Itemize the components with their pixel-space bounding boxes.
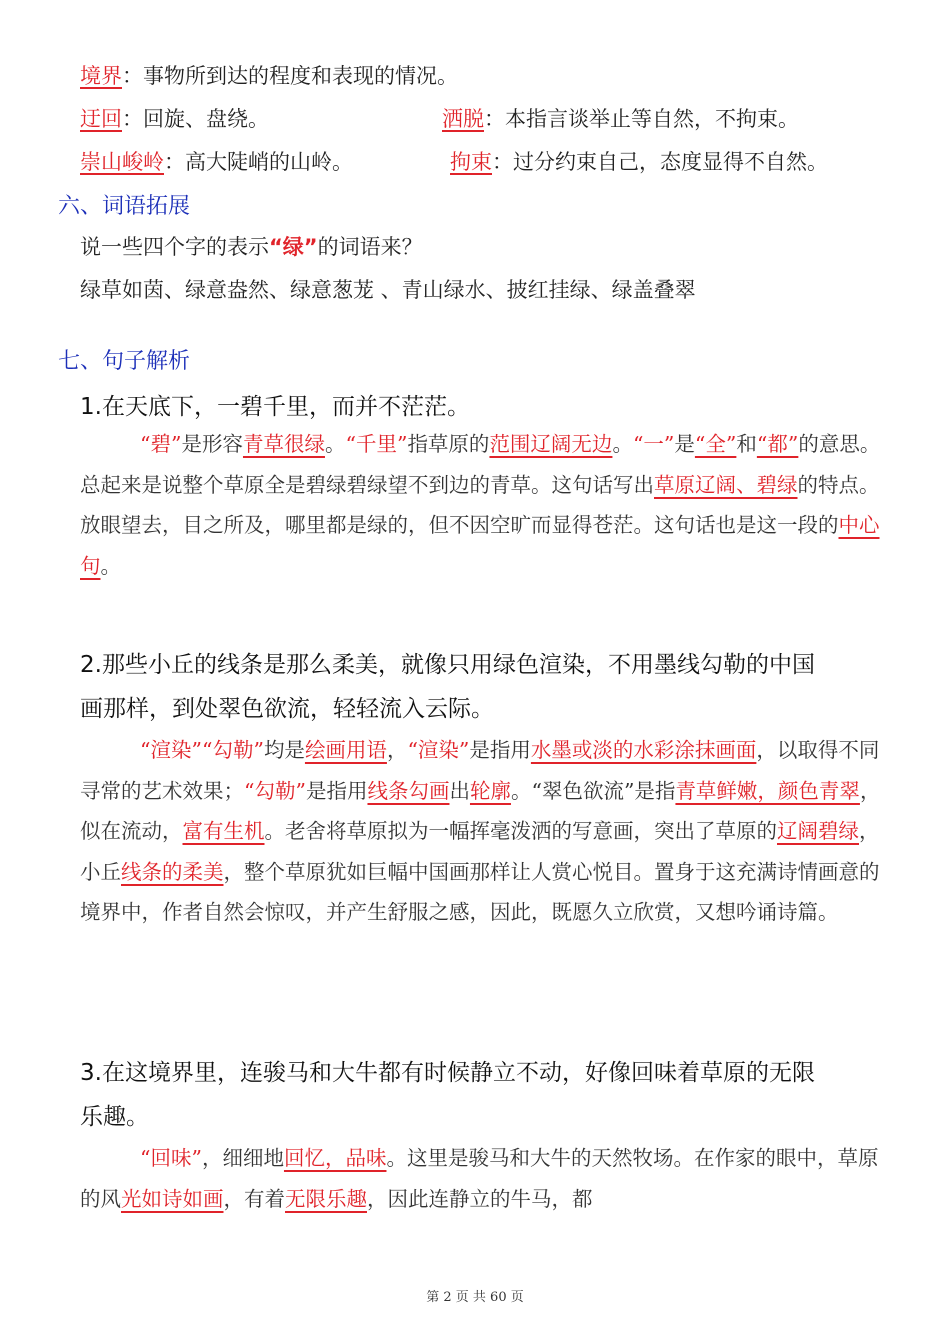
sentence-text: 画那样，到处翠色欲流，轻轻流入云际。 bbox=[80, 696, 494, 722]
sentence-text: 乐趣。 bbox=[80, 1104, 149, 1130]
quote: “一” bbox=[632, 432, 675, 456]
highlight: “全” bbox=[694, 432, 737, 456]
question-key: “绿” bbox=[269, 235, 318, 259]
text: 均是 bbox=[263, 738, 305, 762]
highlight: 无限乐趣 bbox=[285, 1186, 367, 1211]
text: 出 bbox=[449, 778, 470, 803]
highlight: 水墨或淡的水彩涂抹画面 bbox=[530, 738, 757, 762]
text: 。老舍将草原拟为一幅挥毫泼洒的写意画，突出了草原的 bbox=[264, 819, 777, 843]
vocab-term: 迂回 bbox=[80, 107, 122, 131]
quote: “勾勒” bbox=[244, 778, 306, 803]
vocab-term: 境界 bbox=[80, 64, 122, 88]
sentence-text: 3.在这境界里，连骏马和大牛都有时候静立不动，好像回味着草原的无限 bbox=[80, 1060, 815, 1086]
vocab-row bbox=[80, 103, 269, 133]
highlight: 中心句 bbox=[80, 513, 880, 578]
answer-text: 绿草如茵、绿意盎然、绿意葱茏 、青山绿水、披红挂绿、绿盖叠翠 bbox=[80, 278, 696, 302]
highlight: 范围辽阔无边 bbox=[489, 432, 613, 456]
highlight: 光如诗如画 bbox=[121, 1186, 224, 1211]
vocab-row bbox=[450, 146, 828, 176]
quote: “渲染” bbox=[140, 738, 202, 762]
text: 是 bbox=[674, 432, 695, 456]
quote: “勾勒” bbox=[201, 738, 264, 762]
text: 。“翠色欲流”是指 bbox=[510, 778, 676, 803]
section-heading: 六、词语拓展 bbox=[58, 194, 191, 219]
text: ， bbox=[386, 738, 408, 762]
text: ，细细地 bbox=[201, 1146, 284, 1170]
text: 。这里是骏马和大牛的天然牧场。在作家的眼中，草原的风 bbox=[80, 1146, 879, 1211]
question-pre: 说一些四个字的表示 bbox=[80, 235, 269, 259]
vocab-definition: ：高大陡峭的山岭。 bbox=[164, 150, 353, 174]
analysis-paragraph bbox=[80, 730, 890, 933]
text: ，整个草原犹如巨幅中国画那样让人赏心悦目。置身于这充满诗情画意的境界中，作者自然会惊叹，并产生舒服之感，因此，既愿久立欣赏，又想吟诵诗篇。 bbox=[80, 859, 880, 924]
analysis-paragraph bbox=[80, 1138, 890, 1219]
quote: “碧” bbox=[140, 432, 182, 456]
page-number: 第 2 页 共 60 页 bbox=[426, 1290, 524, 1305]
question-text bbox=[80, 231, 423, 261]
highlight: 线条的柔美 bbox=[121, 859, 224, 884]
text: ，以取得不同寻常的艺术效果； bbox=[80, 738, 880, 803]
quote: “渲染” bbox=[407, 738, 470, 762]
text: 。 bbox=[324, 432, 346, 456]
text: 的意思。总起来是说整个草原全是碧绿碧绿望不到边的青草。这句话写出 bbox=[80, 432, 881, 497]
text: 。 bbox=[100, 553, 121, 578]
vocab-definition: ：回旋、盘绕。 bbox=[122, 107, 269, 131]
text: 。 bbox=[612, 432, 633, 456]
text: 指草原的 bbox=[407, 432, 490, 456]
text: ，似在流动， bbox=[80, 778, 881, 843]
highlight: 绘画用语 bbox=[304, 738, 387, 762]
vocab-row bbox=[80, 60, 458, 90]
text: 的特点。放眼望去，目之所及，哪里都是绿的，但不因空旷而显得苍茫。这句话也是这一段的 bbox=[80, 472, 880, 537]
quote: “千里” bbox=[345, 432, 408, 456]
text: 和 bbox=[736, 432, 757, 456]
highlight: 草原辽阔、碧绿 bbox=[654, 472, 798, 497]
vocab-row bbox=[80, 146, 353, 176]
analysis-paragraph bbox=[80, 424, 890, 586]
section-heading: 七、句子解析 bbox=[58, 349, 191, 374]
text: 是形容 bbox=[181, 432, 243, 456]
vocab-definition: ：过分约束自己，态度显得不自然。 bbox=[492, 150, 828, 174]
vocab-term: 崇山峻岭 bbox=[80, 150, 164, 174]
highlight: 青草很绿 bbox=[242, 432, 325, 456]
quote: “回味” bbox=[140, 1146, 202, 1170]
highlight: 青草鲜嫩，颜色青翠 bbox=[675, 778, 860, 803]
highlight: 回忆，品味 bbox=[283, 1146, 387, 1170]
highlight: 线条勾画 bbox=[367, 778, 450, 803]
text: ，小丘 bbox=[80, 819, 880, 884]
vocab-definition: ：本指言谈举止等自然，不拘束。 bbox=[484, 107, 799, 131]
sentence-text: 1.在天底下，一碧千里，而并不茫茫。 bbox=[80, 394, 470, 420]
highlight: “都” bbox=[756, 432, 799, 456]
text: 是指用 bbox=[469, 738, 531, 762]
sentence-text: 2.那些小丘的线条是那么柔美，就像只用绿色渲染，不用墨线勾勒的中国 bbox=[80, 652, 815, 678]
text: ，因此连静立的牛马，都 bbox=[367, 1186, 593, 1211]
text: 是指用 bbox=[305, 778, 368, 803]
highlight: 轮廓 bbox=[469, 778, 511, 803]
highlight: 富有生机 bbox=[182, 819, 265, 843]
vocab-definition: ：事物所到达的程度和表现的情况。 bbox=[122, 64, 458, 88]
vocab-row bbox=[442, 103, 799, 133]
question-post: 的词语来？ bbox=[317, 235, 423, 259]
highlight: 辽阔碧绿 bbox=[777, 819, 859, 843]
vocab-term: 洒脱 bbox=[442, 107, 484, 131]
text: ，有着 bbox=[223, 1186, 285, 1211]
vocab-term: 拘束 bbox=[450, 150, 492, 174]
